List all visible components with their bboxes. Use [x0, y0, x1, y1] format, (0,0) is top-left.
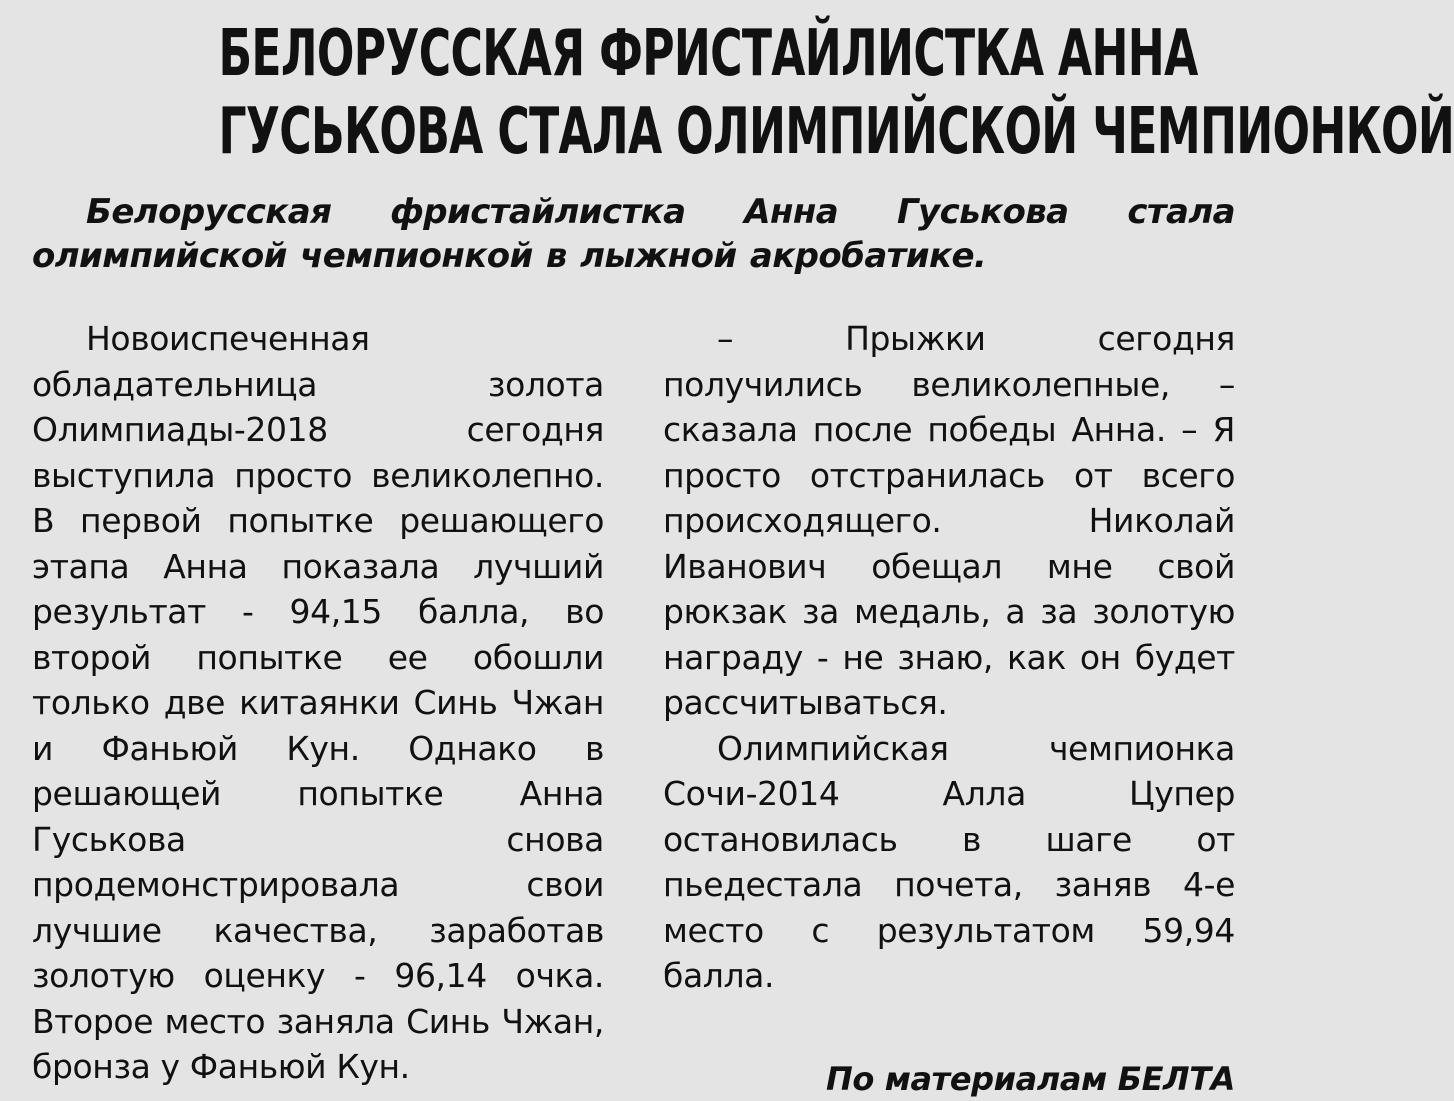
article-body: [32, 316, 1235, 1101]
left-paragraph-1: Новоиспеченная обладательница золота Олимпиады-2018 сегодня выступила просто великолепно. В первой попытке решающего этапа Анна показала лучший результат - 94,15 балла, во второй попытке ее обошли только две китаянки Синь Чжан и Фаньюй Кун. Однако в решающей попытке Анна Гуськова снова продемонстрировала свои лучшие качества, заработав золотую оценку - 96,14 очка. Второе место заняла Синь Чжан, бронза у Фаньюй Кун.: [32, 319, 604, 1086]
right-paragraph-1: – Прыжки сегодня получились великолепные, – сказала после победы Анна. – Я просто отстранилась от всего происходящего. Николай Иванович обещал мне свой рюкзак за медаль, а за золотую награду - не знаю, как он будет рассчитываться.: [663, 319, 1235, 722]
right-paragraph-2: Олимпийская чемпионка Сочи-2014 Алла Цупер остановилась в шаге от пьедестала почета, заняв 4-е место с результатом 59,94 балла.: [663, 728, 1235, 995]
left-column: [32, 316, 604, 1101]
article-lead: Белорусская фристайлистка Анна Гуськова стала олимпийской чемпионкой в лыжной акробатике.: [32, 192, 1235, 276]
right-column: [663, 316, 1235, 1101]
article-headline: [32, 17, 1454, 178]
headline-line-2: ГУСЬКОВА СТАЛА ОЛИМПИЙСКОЙ ЧЕМПИОНКОЙ: [218, 95, 1454, 169]
headline-line-1: БЕЛОРУССКАЯ ФРИСТАЙЛИСТКА АННА: [218, 17, 1198, 91]
article-credit: По материалам БЕЛТА: [826, 1059, 1235, 1098]
